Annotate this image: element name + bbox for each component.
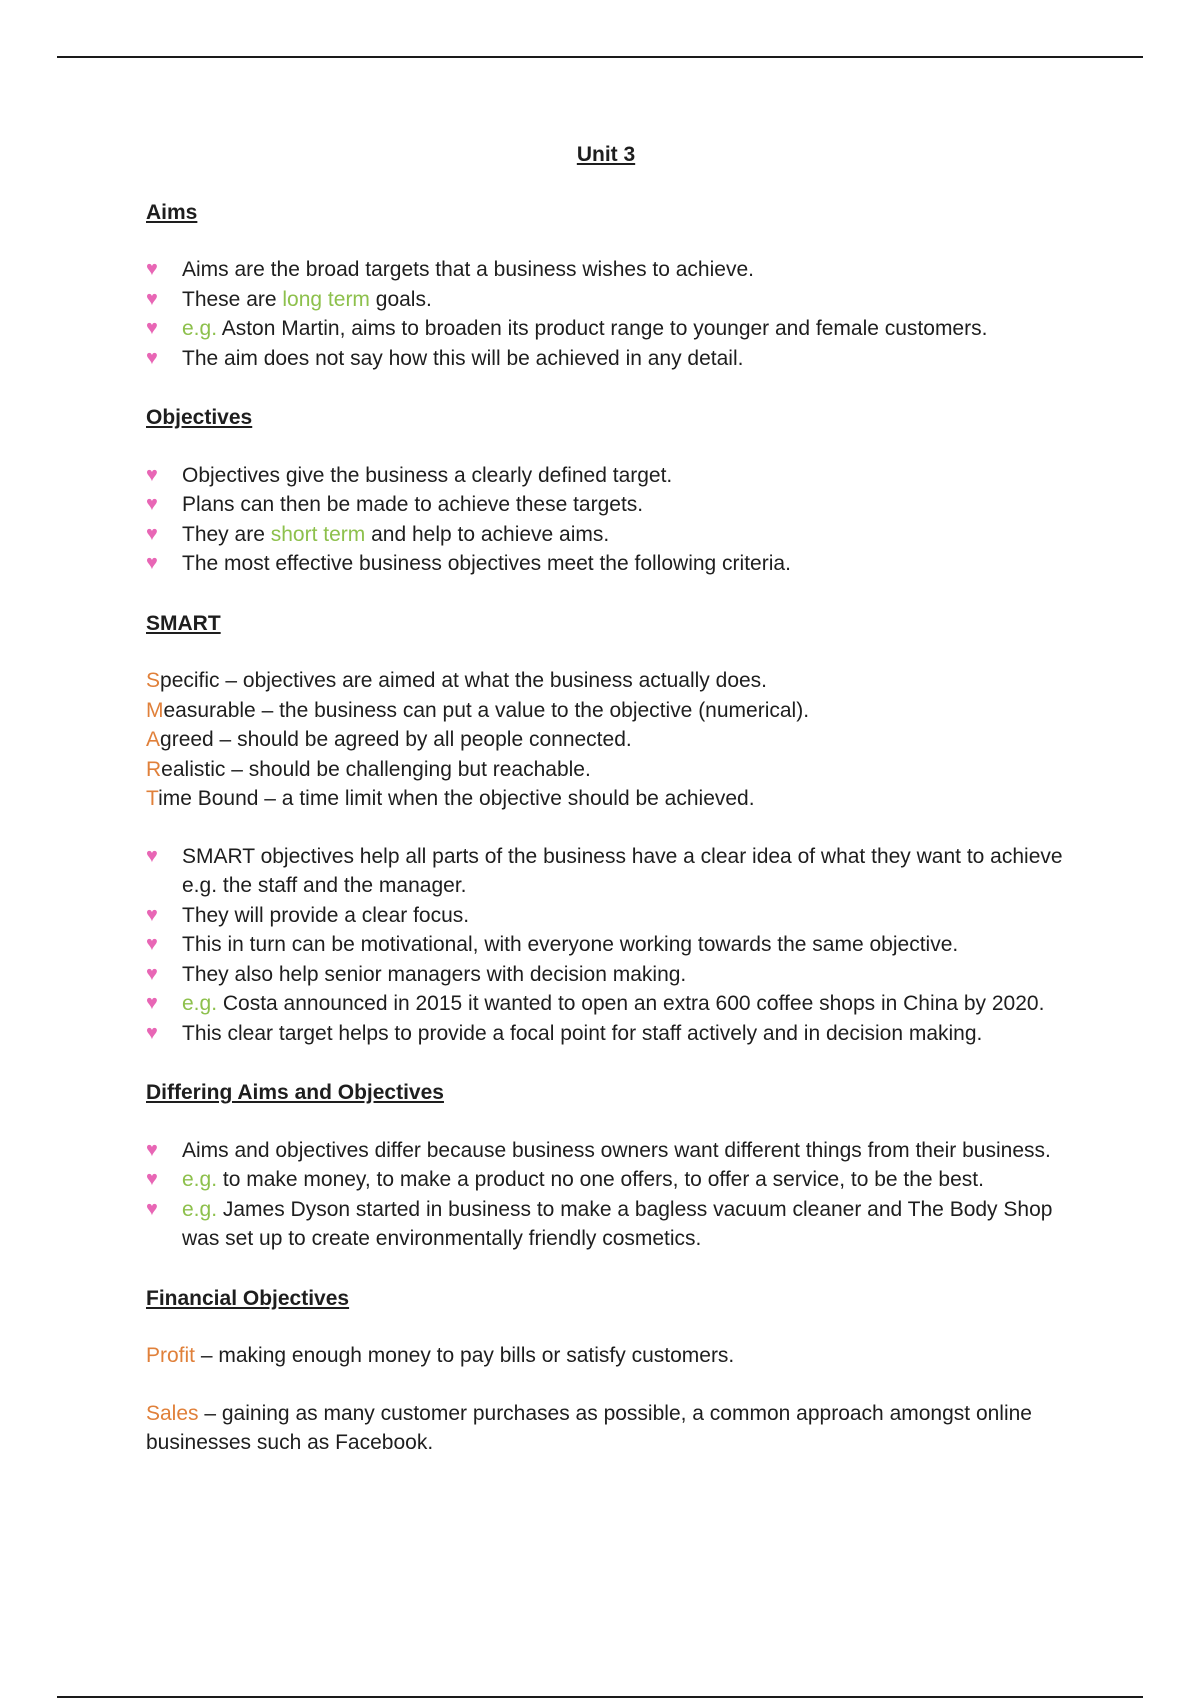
profit-paragraph: Profit – making enough money to pay bills or satisfy customers. [146,1344,735,1367]
heart-bullet-icon: ♥ [146,1021,158,1044]
top-rule [57,56,1143,58]
smart-row: Specific – objectives are aimed at what the business actually does. [146,669,768,692]
objectives-list [146,461,1066,579]
list-item: ♥ They are short term and help to achieve aims. [146,520,1066,550]
highlight-long-term: long term [282,287,370,311]
list-item: ♥ e.g. James Dyson started in business to make a bagless vacuum cleaner and The Body Shop was set up to create environmentally friendly cosmetics. [146,1195,1066,1254]
sales-paragraph: Sales – gaining as many customer purchases as possible, a common approach amongst online businesses such as Facebook. [146,1401,1032,1454]
eg-label: e.g. [182,1168,218,1191]
page-title: Unit 3 [576,143,636,166]
list-item: ♥ They will provide a clear focus. [146,901,1066,931]
smart-letter: S [146,669,161,692]
list-item: ♥ They also help senior managers with decision making. [146,960,1066,990]
list-item: ♥ e.g. Aston Martin, aims to broaden its product range to younger and female customers. [146,314,1066,344]
financial-heading: Financial Objectives [146,1286,350,1310]
smart-row: Time Bound – a time limit when the objective should be achieved. [146,787,755,810]
highlight-short-term: short term [270,522,366,546]
list-item: ♥ The aim does not say how this will be achieved in any detail. [146,344,1066,374]
list-item: ♥ Objectives give the business a clearly defined target. [146,461,1066,491]
heart-bullet-icon: ♥ [146,258,158,280]
smart-letter: R [146,757,162,781]
smart-heading: SMART [146,611,221,635]
differing-list [146,1136,1066,1254]
list-item: ♥ These are long term goals. [146,285,1066,315]
list-item: ♥ e.g. to make money, to make a product no one offers, to offer a service, to be the best. [146,1165,1066,1195]
eg-label: e.g. [182,1197,218,1221]
list-item: ♥ Aims are the broad targets that a business wishes to achieve. [146,255,1066,285]
list-item: ♥ SMART objectives help all parts of the business have a clear idea of what they want to achieve e.g. the staff and the manager. [146,842,1066,901]
list-item: ♥ e.g. Costa announced in 2015 it wanted to open an extra 600 coffee shops in China by 2020. [146,989,1066,1019]
heart-bullet-icon: ♥ [146,962,158,985]
heart-bullet-icon: ♥ [146,463,158,486]
heart-bullet-icon: ♥ [146,346,158,369]
heart-bullet-icon: ♥ [146,522,158,545]
heart-bullet-icon: ♥ [146,933,158,955]
heart-bullet-icon: ♥ [146,992,158,1014]
eg-label: e.g. [182,992,218,1015]
aims-heading: Aims [146,200,198,224]
heart-bullet-icon: ♥ [146,903,158,926]
smart-criteria [146,666,1066,814]
aims-list [146,255,1066,373]
heart-bullet-icon: ♥ [146,317,158,339]
differing-heading: Differing Aims and Objectives [146,1081,444,1104]
bottom-rule [57,1696,1143,1698]
smart-list [146,842,1066,1049]
smart-letter: T [146,787,159,810]
heart-bullet-icon: ♥ [146,1138,158,1161]
heart-bullet-icon: ♥ [146,493,158,515]
heart-bullet-icon: ♥ [146,287,158,310]
heart-bullet-icon: ♥ [146,1197,158,1220]
list-item: ♥ Plans can then be made to achieve these targets. [146,490,1066,520]
list-item: ♥ Aims and objectives differ because business owners want different things from their business. [146,1136,1066,1166]
list-item: ♥ This clear target helps to provide a focal point for staff actively and in decision making. [146,1019,1066,1049]
smart-row: Measurable – the business can put a value to the objective (numerical). [146,698,810,722]
eg-label: e.g. [182,317,218,340]
document-page [146,140,1066,1486]
smart-row: Agreed – should be agreed by all people connected. [146,728,632,751]
objectives-heading: Objectives [146,406,253,429]
list-item: ♥ The most effective business objectives meet the following criteria. [146,549,1066,579]
list-item: ♥ This in turn can be motivational, with everyone working towards the same objective. [146,930,1066,960]
heart-bullet-icon: ♥ [146,552,158,574]
smart-letter: M [146,698,164,722]
smart-letter: A [146,728,161,751]
smart-row: Realistic – should be challenging but reachable. [146,757,591,781]
sales-term: Sales [146,1401,199,1425]
profit-term: Profit [146,1344,196,1367]
heart-bullet-icon: ♥ [146,844,158,867]
heart-bullet-icon: ♥ [146,1168,158,1190]
